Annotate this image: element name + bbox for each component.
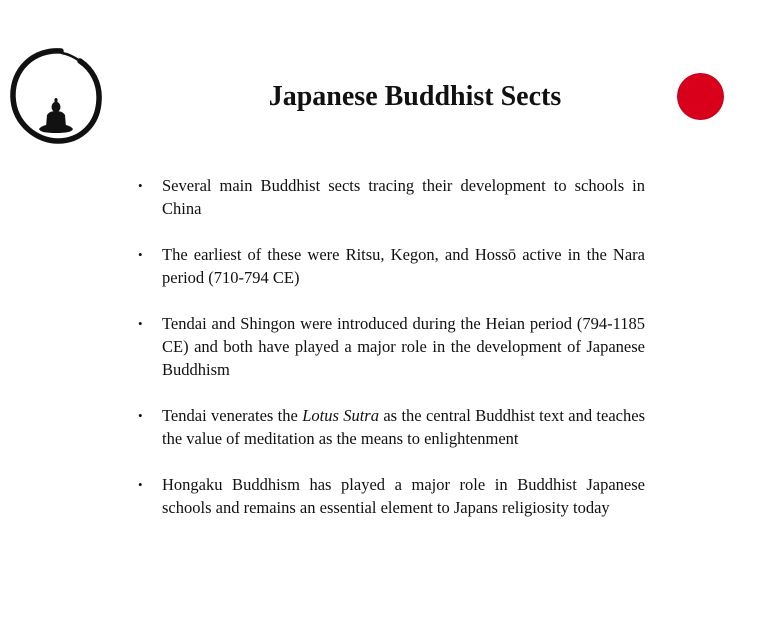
bullet-text: The earliest of these were Ritsu, Kegon, and Hossō active in the Nara period (710-794 CE): [162, 245, 645, 287]
bullet-text: Tendai and Shingon were introduced during the Heian period (794-1185 CE) and both have played a major role in the development of Japanese Buddhism: [162, 314, 645, 379]
bullet-text-after: as the central Buddhist text and teaches the value of meditation as the means to enlightenment: [162, 406, 645, 448]
bullet-marker: •: [138, 477, 143, 492]
bullet-marker: •: [138, 316, 143, 331]
bullet-item: [138, 312, 645, 381]
rising-sun-icon: [677, 73, 724, 120]
bullet-text: Hongaku Buddhism has played a major role in Buddhist Japanese schools and remains an essential element to Japans religiosity today: [162, 475, 645, 517]
bullet-text: Several main Buddhist sects tracing their development to schools in China: [162, 176, 645, 218]
bullet-text-italic: Lotus Sutra: [302, 406, 379, 425]
bullet-item: [138, 404, 645, 450]
slide-title: Japanese Buddhist Sects: [268, 81, 562, 112]
bullet-item: [138, 174, 645, 220]
bullet-marker: •: [138, 178, 143, 193]
bullet-item: [138, 473, 645, 519]
bullet-item: [138, 243, 645, 289]
bullet-text-before: Tendai venerates the: [162, 406, 303, 425]
bullet-marker: •: [138, 247, 143, 262]
bullet-marker: •: [138, 408, 143, 423]
bullet-list: [138, 174, 645, 542]
